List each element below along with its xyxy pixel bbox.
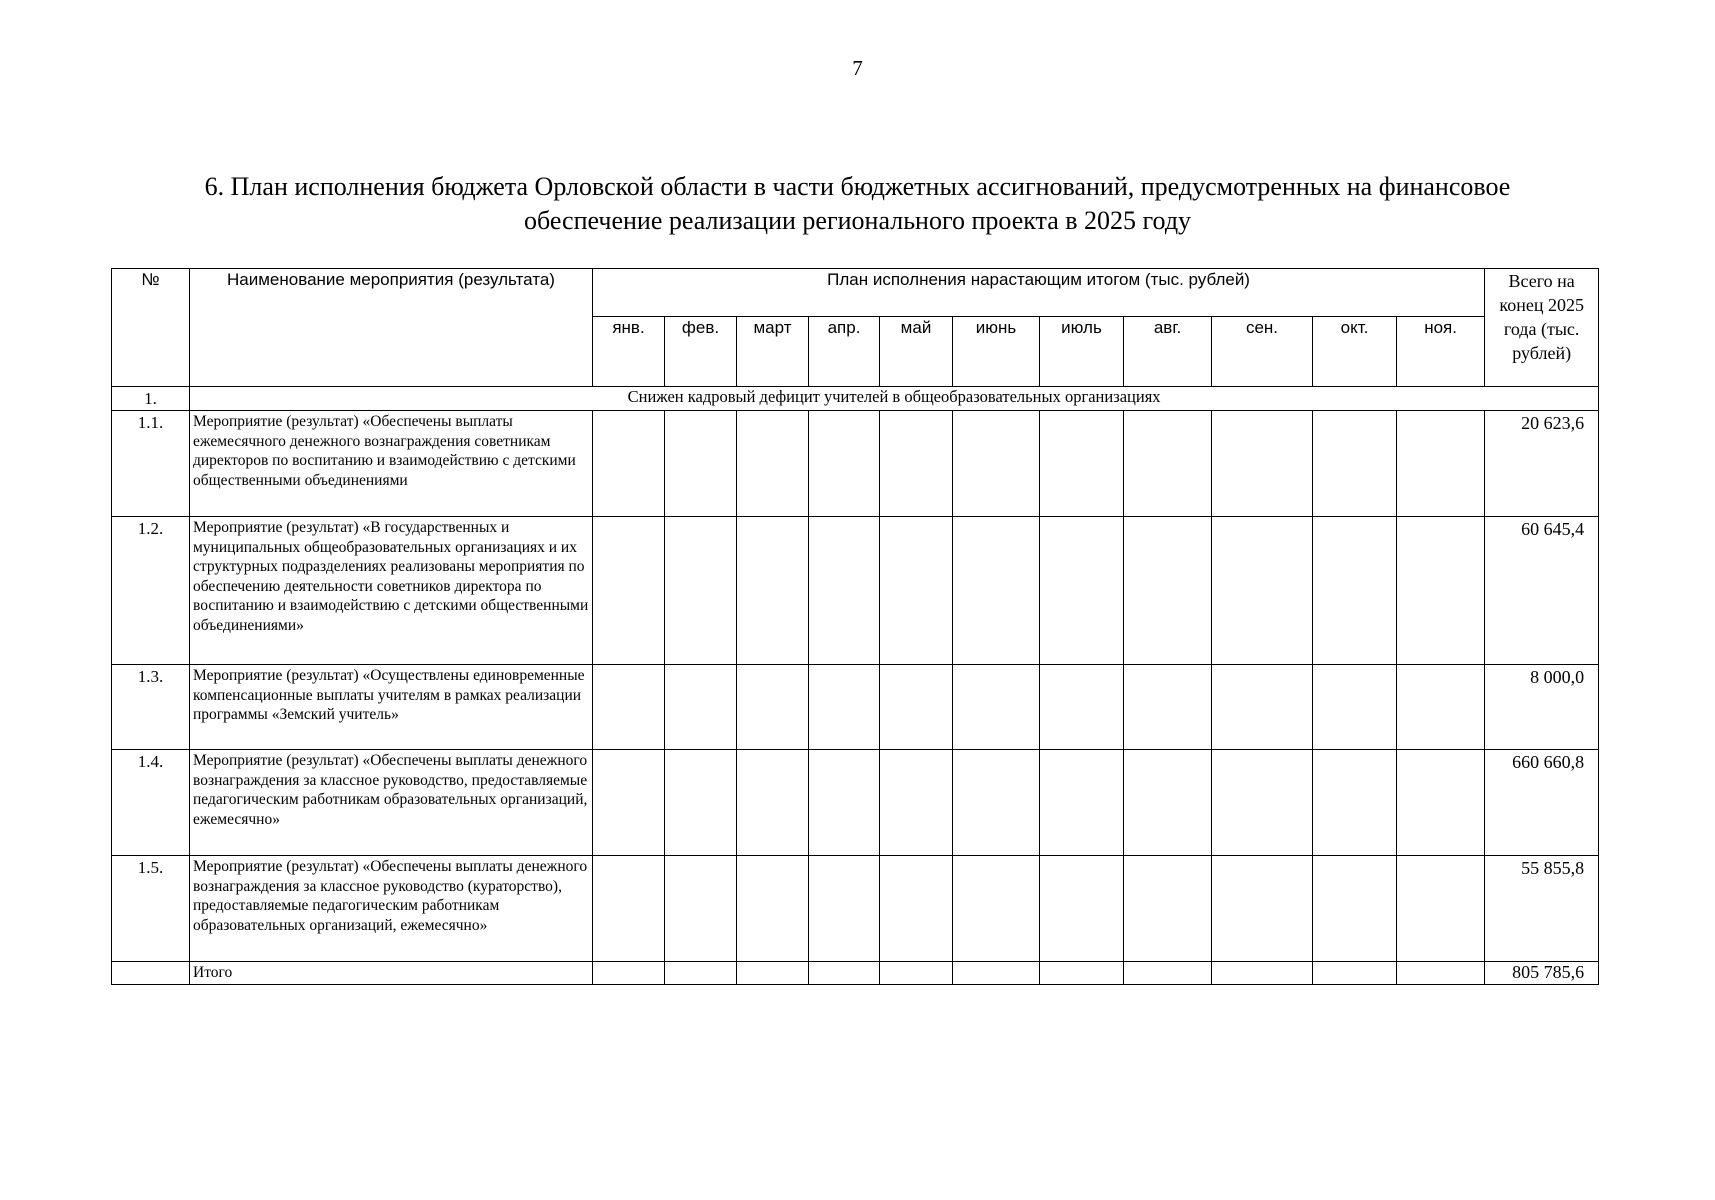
- month-cell: [880, 962, 953, 985]
- month-cell: [737, 517, 809, 665]
- header-month: июнь: [953, 317, 1040, 387]
- row-name: Мероприятие (результат) «Обеспечены выплаты денежного вознаграждения за классное руководство, предоставляемые педагогическим работникам образовательных организаций, ежемесячно»: [190, 750, 593, 856]
- month-cell: [1212, 411, 1313, 517]
- row-number: 1.2.: [112, 517, 190, 665]
- month-cell: [593, 962, 665, 985]
- month-cell: [1212, 517, 1313, 665]
- month-cell: [953, 856, 1040, 962]
- month-cell: [737, 750, 809, 856]
- row-total: 60 645,4: [1485, 517, 1599, 665]
- table-row: [112, 856, 1599, 962]
- header-plan: План исполнения нарастающим итогом (тыс. рублей): [593, 269, 1485, 317]
- month-cell: [1397, 962, 1485, 985]
- month-cell: [1212, 665, 1313, 750]
- header-name: Наименование мероприятия (результата): [190, 269, 593, 387]
- row-total: 8 000,0: [1485, 665, 1599, 750]
- month-cell: [593, 856, 665, 962]
- month-cell: [1124, 856, 1212, 962]
- row-number: 1.3.: [112, 665, 190, 750]
- month-cell: [1040, 962, 1124, 985]
- month-cell: [593, 665, 665, 750]
- table-row: [112, 517, 1599, 665]
- row-number: 1.1.: [112, 411, 190, 517]
- month-cell: [737, 962, 809, 985]
- total-row: [112, 962, 1599, 985]
- month-cell: [809, 411, 880, 517]
- month-cell: [1124, 750, 1212, 856]
- month-cell: [809, 517, 880, 665]
- section-title: Снижен кадровый дефицит учителей в общеобразовательных организациях: [190, 387, 1599, 411]
- row-name: Мероприятие (результат) «Осуществлены единовременные компенсационные выплаты учителям в рамках реализации программы «Земский учитель»: [190, 665, 593, 750]
- budget-plan-table: [111, 268, 1599, 985]
- month-cell: [953, 517, 1040, 665]
- header-month: янв.: [593, 317, 665, 387]
- month-cell: [809, 750, 880, 856]
- month-cell: [880, 856, 953, 962]
- document-title-line-2: обеспечение реализации регионального проекта в 2025 году: [523, 206, 1192, 235]
- month-cell: [1397, 856, 1485, 962]
- month-cell: [1040, 750, 1124, 856]
- header-month: сен.: [1212, 317, 1313, 387]
- header-month: окт.: [1313, 317, 1397, 387]
- month-cell: [737, 411, 809, 517]
- month-cell: [665, 411, 737, 517]
- month-cell: [1212, 962, 1313, 985]
- month-cell: [1212, 856, 1313, 962]
- month-cell: [809, 962, 880, 985]
- month-cell: [880, 665, 953, 750]
- page-number: 7: [852, 56, 863, 80]
- header-number: №: [112, 269, 190, 387]
- row-number: 1.4.: [112, 750, 190, 856]
- document-title: [100, 170, 1615, 238]
- header-total: Всего на конец 2025 года (тыс. рублей): [1485, 269, 1599, 387]
- table-header-row: [112, 269, 1599, 317]
- month-cell: [953, 411, 1040, 517]
- month-cell: [593, 517, 665, 665]
- month-cell: [1040, 856, 1124, 962]
- month-cell: [665, 750, 737, 856]
- month-cell: [880, 411, 953, 517]
- month-cell: [1124, 411, 1212, 517]
- header-month: ноя.: [1397, 317, 1485, 387]
- month-cell: [665, 856, 737, 962]
- header-month: март: [737, 317, 809, 387]
- month-cell: [809, 665, 880, 750]
- month-cell: [665, 665, 737, 750]
- header-month: июль: [1040, 317, 1124, 387]
- month-cell: [1212, 750, 1313, 856]
- month-cell: [1124, 962, 1212, 985]
- section-row: [112, 387, 1599, 411]
- month-cell: [880, 517, 953, 665]
- month-cell: [953, 665, 1040, 750]
- row-total: 55 855,8: [1485, 856, 1599, 962]
- month-cell: [593, 411, 665, 517]
- month-cell: [1313, 750, 1397, 856]
- header-month: апр.: [809, 317, 880, 387]
- month-cell: [665, 517, 737, 665]
- month-cell: [1397, 750, 1485, 856]
- row-name: Мероприятие (результат) «Обеспечены выплаты ежемесячного денежного вознаграждения советникам директоров по воспитанию и взаимодействию с детскими общественными объединениями: [190, 411, 593, 517]
- row-total: 20 623,6: [1485, 411, 1599, 517]
- table-row: [112, 750, 1599, 856]
- month-cell: [1313, 517, 1397, 665]
- month-cell: [1124, 665, 1212, 750]
- month-cell: [1397, 665, 1485, 750]
- month-cell: [737, 856, 809, 962]
- grand-total: 805 785,6: [1485, 962, 1599, 985]
- header-month: фев.: [665, 317, 737, 387]
- row-name: Мероприятие (результат) «В государственных и муниципальных общеобразовательных организациях и их структурных подразделениях реализованы мероприятия по обеспечению деятельности советников директора по воспитанию и взаимодействию с детскими общественными объединениями»: [190, 517, 593, 665]
- month-cell: [1397, 517, 1485, 665]
- row-number: 1.5.: [112, 856, 190, 962]
- month-cell: [1313, 962, 1397, 985]
- month-cell: [809, 856, 880, 962]
- month-cell: [1313, 856, 1397, 962]
- total-row-label: Итого: [190, 962, 593, 985]
- month-cell: [593, 750, 665, 856]
- month-cell: [1040, 517, 1124, 665]
- header-month: май: [880, 317, 953, 387]
- table-row: [112, 665, 1599, 750]
- month-cell: [880, 750, 953, 856]
- month-cell: [737, 665, 809, 750]
- header-month: авг.: [1124, 317, 1212, 387]
- month-cell: [953, 750, 1040, 856]
- month-cell: [1040, 411, 1124, 517]
- month-cell: [1397, 411, 1485, 517]
- month-cell: [1313, 665, 1397, 750]
- month-cell: [1040, 665, 1124, 750]
- month-cell: [665, 962, 737, 985]
- total-row-number: [112, 962, 190, 985]
- document-title-line-1: 6. План исполнения бюджета Орловской области в части бюджетных ассигнований, предусмотренных на финансовое: [204, 172, 1511, 201]
- month-cell: [953, 962, 1040, 985]
- month-cell: [1124, 517, 1212, 665]
- row-name: Мероприятие (результат) «Обеспечены выплаты денежного вознаграждения за классное руководство (кураторство), предоставляемые педагогическим работникам образовательных организаций, ежемесячно»: [190, 856, 593, 962]
- section-number: 1.: [112, 387, 190, 411]
- table-row: [112, 411, 1599, 517]
- month-cell: [1313, 411, 1397, 517]
- row-total: 660 660,8: [1485, 750, 1599, 856]
